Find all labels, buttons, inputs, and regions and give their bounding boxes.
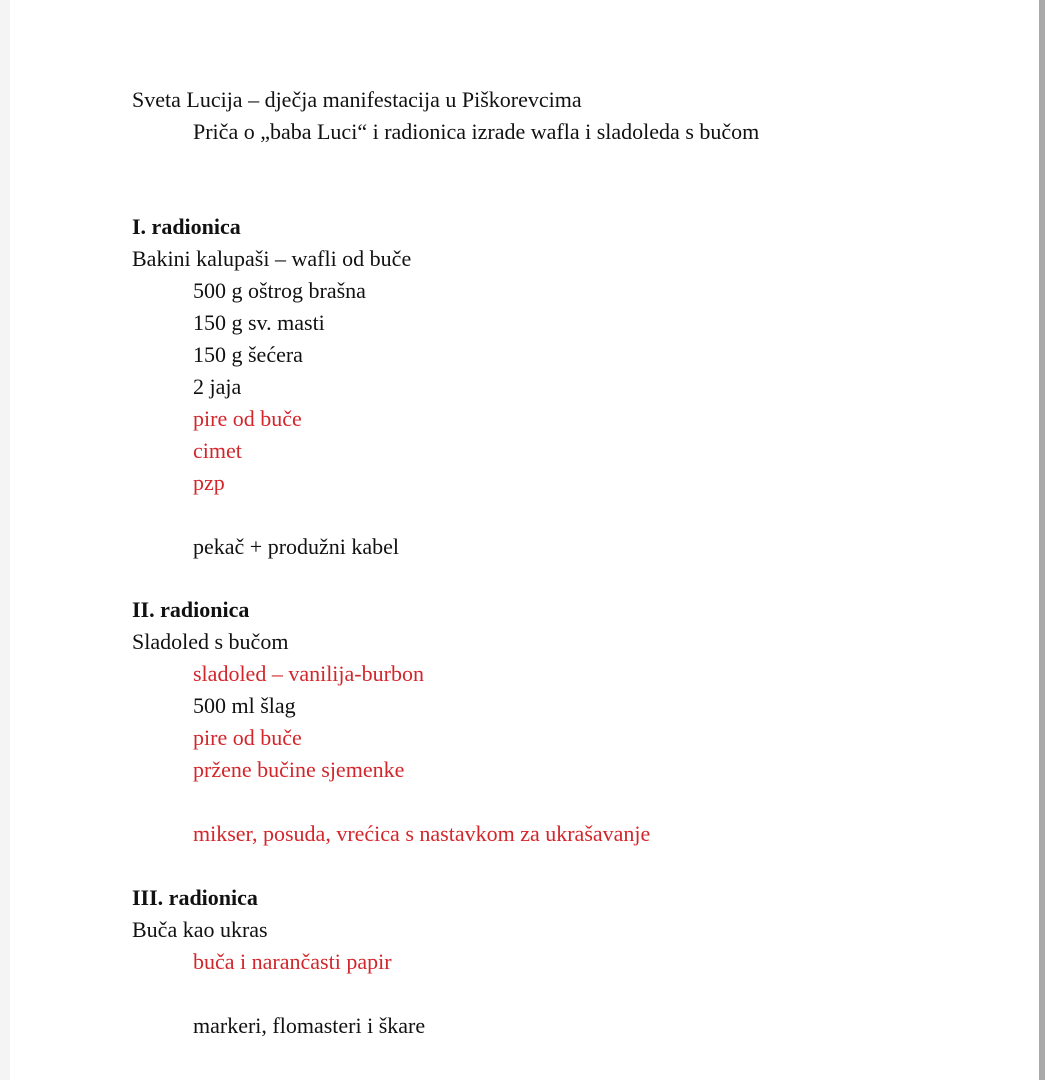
ingredient-item: pržene bučine sjemenke [193, 757, 405, 782]
ingredient-item: 150 g sv. masti [193, 310, 325, 335]
section-heading: I. radionica [132, 214, 241, 239]
ingredient-item: 500 g oštrog brašna [193, 278, 366, 303]
ingredient-item: 500 ml šlag [193, 693, 296, 718]
equipment-item: markeri, flomasteri i škare [193, 1013, 426, 1038]
section-name: Sladoled s bučom [132, 629, 289, 654]
ingredient-item: cimet [193, 438, 242, 463]
document-page [10, 0, 1039, 1080]
section-heading: II. radionica [132, 597, 250, 622]
document-subtitle: Priča o „baba Luci“ i radionica izrade wafla i sladoleda s bučom [193, 119, 760, 144]
section-heading: III. radionica [132, 885, 258, 910]
section-name: Bakini kalupaši – wafli od buče [132, 246, 412, 271]
ingredient-item: pzp [193, 470, 225, 495]
ingredient-item: buča i narančasti papir [193, 949, 392, 974]
ingredient-item: sladoled – vanilija-burbon [193, 661, 424, 686]
equipment-item: mikser, posuda, vrećica s nastavkom za ukrašavanje [193, 821, 651, 846]
document-title: Sveta Lucija – dječja manifestacija u Piškorevcima [132, 87, 582, 112]
ingredient-item: 2 jaja [193, 374, 242, 399]
ingredient-item: 150 g šećera [193, 342, 303, 367]
page-edge-shadow [1039, 0, 1045, 1080]
ingredient-item: pire od buče [193, 725, 302, 750]
section-name: Buča kao ukras [132, 917, 268, 942]
ingredient-item: pire od buče [193, 406, 302, 431]
equipment-item: pekač + produžni kabel [193, 534, 400, 559]
